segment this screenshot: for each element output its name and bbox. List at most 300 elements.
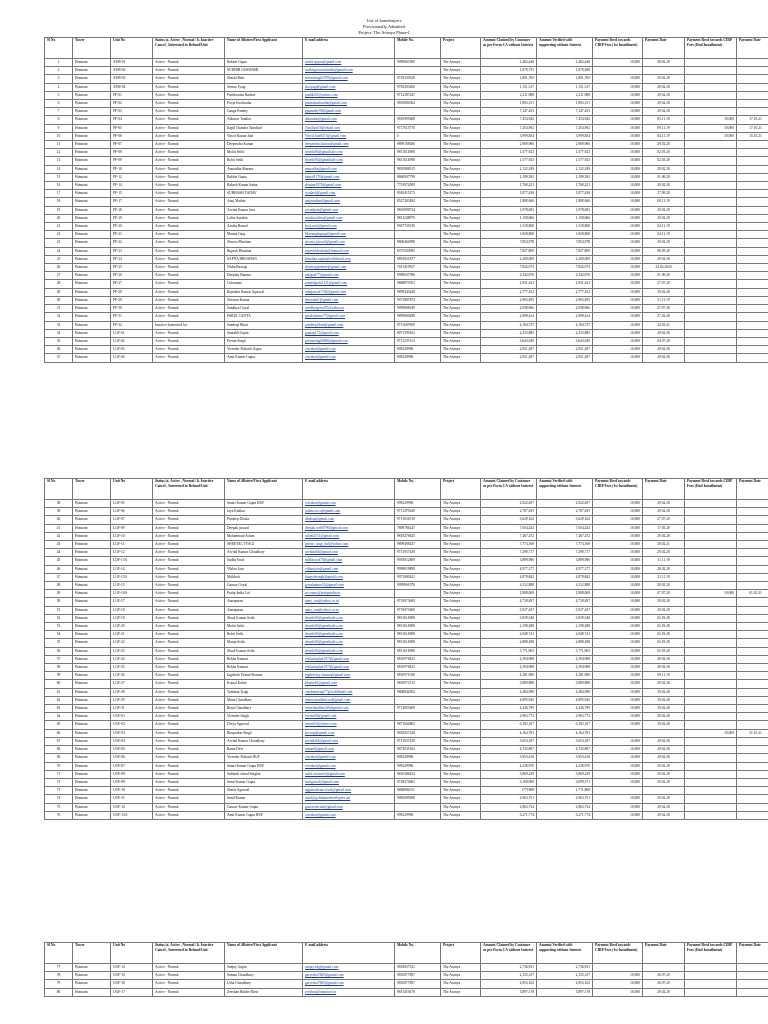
cell-verified: 1,877,436 bbox=[537, 190, 593, 198]
cell-email[interactable]: sbsethi94@gmailsale.com bbox=[303, 614, 395, 622]
cell-email[interactable]: rekhasinghal1973@gmail.com bbox=[303, 655, 395, 663]
cell-claimed: 2,200,000 bbox=[481, 255, 537, 263]
cell-email[interactable]: subri.sivaraviv@gmail.com bbox=[303, 770, 395, 778]
cell-name: Mohit Sethi bbox=[225, 623, 303, 631]
cell-project: The Avanya bbox=[441, 680, 481, 688]
cell-status: Active - Normal bbox=[153, 108, 225, 116]
cell-status: Active - Normal bbox=[153, 696, 225, 704]
cell-tower: Hotmant bbox=[73, 337, 111, 345]
cell-date1: 29.02.20 bbox=[643, 688, 685, 696]
cell-email[interactable]: parulsharma77@gmail.com bbox=[303, 313, 395, 321]
cell-tower: Hotmant bbox=[73, 100, 111, 108]
cell-email[interactable]: arvinda64@gmail.com bbox=[303, 549, 395, 557]
cell-project: The Avanya bbox=[441, 264, 481, 272]
cell-tower: Hotmant bbox=[73, 354, 111, 362]
cell-claimed: 3,271,774 bbox=[481, 811, 537, 819]
cell-fee1: 10,000 bbox=[593, 516, 643, 524]
cell-email[interactable]: Naudiyal16@email.com bbox=[303, 124, 395, 132]
cell-name: Sandhya Goyal bbox=[225, 305, 303, 313]
cell-email[interactable]: rkrastogipremie@gmail.com bbox=[303, 264, 395, 272]
cell-mobile: 9711235113 bbox=[395, 337, 441, 345]
cell-email[interactable]: rksaina1970@gmail.com bbox=[303, 182, 395, 190]
cell-mobile: 999229996 bbox=[395, 754, 441, 762]
cell-date1: 02.03.20 bbox=[643, 157, 685, 165]
cell-fee2 bbox=[685, 639, 737, 647]
cell-date1: 29.02.20 bbox=[643, 549, 685, 557]
cell-email[interactable]: garvesha7665@gmail.com bbox=[303, 980, 395, 988]
cell-fee1: 10,000 bbox=[593, 321, 643, 329]
cell-status: Active - Normal bbox=[153, 623, 225, 631]
column-header: Amount Verified with supporting without Interest bbox=[537, 479, 593, 500]
cell-mobile: 999229996 bbox=[395, 500, 441, 508]
cell-email[interactable]: deependra.kumar@gmail.com bbox=[303, 141, 395, 149]
cell-email[interactable]: accounts@pratipindia.in bbox=[303, 590, 395, 598]
cell-claimed: 3,653,187 bbox=[481, 737, 537, 745]
cell-email[interactable]: garvesha7665@gmail.com bbox=[303, 972, 395, 980]
cell-sl: 79 bbox=[45, 980, 73, 988]
cell-fee2 bbox=[685, 964, 737, 972]
cell-email[interactable]: vircnkar@gmail.com bbox=[303, 754, 395, 762]
cell-name: Sunit Kumar Gupta bbox=[225, 778, 303, 786]
cell-email[interactable]: rackie.gupta@gmail.com bbox=[303, 59, 395, 67]
cell-mobile: 9971080241 bbox=[395, 573, 441, 581]
cell-fee2 bbox=[685, 223, 737, 231]
cell-date2: 31.10.21 bbox=[737, 729, 768, 737]
cell-email[interactable]: manuchaudharyrai@gmail.com bbox=[303, 696, 395, 704]
cell-project: The Avanya bbox=[441, 296, 481, 304]
cell-email[interactable]: aslam2511@gmail.com bbox=[303, 532, 395, 540]
cell-email[interactable]: avanti16@yahoo.com bbox=[303, 721, 395, 729]
cell-sl: 13 bbox=[45, 157, 73, 165]
table-row bbox=[45, 508, 768, 516]
cell-status: Active - Normal bbox=[153, 149, 225, 157]
cell-fee2 bbox=[685, 614, 737, 622]
cell-unit: LGF-03 bbox=[111, 346, 153, 354]
table-row bbox=[45, 223, 768, 231]
cell-sl: 63 bbox=[45, 705, 73, 713]
cell-sl: 6 bbox=[45, 100, 73, 108]
cell-project: The Avanya bbox=[441, 108, 481, 116]
column-header: Mobile No. bbox=[395, 38, 441, 59]
cell-sl: 12 bbox=[45, 149, 73, 157]
cell-tower: Hotmant bbox=[73, 803, 111, 811]
cell-email[interactable]: syadav6@gmail.com bbox=[303, 190, 395, 198]
cell-name: Shool Kumar Sethi bbox=[225, 614, 303, 622]
cell-tower: Hotmant bbox=[73, 280, 111, 288]
cell-date2 bbox=[737, 305, 768, 313]
cell-name: Shweta Bhushan bbox=[225, 239, 303, 247]
cell-email[interactable]: bsal.sach@gmail.com bbox=[303, 223, 395, 231]
cell-email[interactable]: jagdeesh.p.sharma@gmail.com bbox=[303, 672, 395, 680]
cell-email[interactable]: vircnkar@gmail.com bbox=[303, 354, 395, 362]
cell-email[interactable]: kamal1170@gmail.com bbox=[303, 173, 395, 181]
cell-date1: 29.02.20 bbox=[643, 988, 685, 996]
cell-verified: 2,863,734 bbox=[537, 803, 593, 811]
cell-email[interactable]: shravank1@gmail.com bbox=[303, 296, 395, 304]
cell-email[interactable]: prernasingh9696@gmail.com bbox=[303, 337, 395, 345]
cell-email[interactable]: sundria.lalita@gmail.com bbox=[303, 214, 395, 222]
cell-tower: Hotmant bbox=[73, 91, 111, 99]
cell-verified: 7,147,453 bbox=[537, 108, 593, 116]
cell-fee1: 10,000 bbox=[593, 231, 643, 239]
cell-email[interactable]: skstyagi@gmail.com bbox=[303, 83, 395, 91]
cell-fee2 bbox=[685, 108, 737, 116]
cell-fee2 bbox=[685, 231, 737, 239]
column-header: E-mail address bbox=[303, 38, 395, 59]
cell-email[interactable]: anuradha@gmail.com bbox=[303, 165, 395, 173]
cell-claimed: 2,863,734 bbox=[481, 803, 537, 811]
cell-date2 bbox=[737, 173, 768, 181]
cell-status: Active - Normal bbox=[153, 737, 225, 745]
cell-unit: UGF-06 bbox=[111, 754, 153, 762]
cell-date2 bbox=[737, 541, 768, 549]
cell-claimed: 2,922,657 bbox=[481, 500, 537, 508]
cell-email[interactable]: sbsethi94@gmailsale.com bbox=[303, 157, 395, 165]
cell-name: Amit Kumar Gupta bbox=[225, 354, 303, 362]
cell-project: The Avanya bbox=[441, 165, 481, 173]
cell-email[interactable]: kkukre61@gmail.com bbox=[303, 680, 395, 688]
cell-status: Active - Normal bbox=[153, 214, 225, 222]
cell-email[interactable]: sbsethi94@gmailsale.com bbox=[303, 623, 395, 631]
cell-email[interactable]: sbsethi94@gmailsale.com bbox=[303, 647, 395, 655]
cell-mobile: 9810927428 bbox=[395, 729, 441, 737]
cell-email[interactable]: bhushan.sapna@rediffmail.com bbox=[303, 255, 395, 263]
cell-date2: 17.10.21 bbox=[737, 124, 768, 132]
cell-sl: 7 bbox=[45, 108, 73, 116]
cell-claimed: 2,888,298 bbox=[481, 639, 537, 647]
cell-unit: PF-06 bbox=[111, 132, 153, 140]
cell-verified: 1,883,151 bbox=[537, 100, 593, 108]
cell-unit: LGF-09 bbox=[111, 524, 153, 532]
table-row bbox=[45, 549, 768, 557]
cell-sl: 65 bbox=[45, 721, 73, 729]
cell-status: Active - Normal bbox=[153, 631, 225, 639]
cell-name: Suman Chaudhary bbox=[225, 972, 303, 980]
cell-email[interactable]: rajagarwal1762@gmail.com bbox=[303, 288, 395, 296]
cell-project: The Avanya bbox=[441, 321, 481, 329]
cell-verified: 7,827,800 bbox=[537, 247, 593, 255]
cell-email[interactable]: bscsogt@gmail.com bbox=[303, 729, 395, 737]
cell-sl: 29 bbox=[45, 288, 73, 296]
column-header: E-mail address bbox=[303, 479, 395, 500]
cell-sl: 15 bbox=[45, 173, 73, 181]
cell-fee2 bbox=[685, 239, 737, 247]
cell-date1: 29.02.20 bbox=[643, 770, 685, 778]
cell-status: Active - Normal bbox=[153, 557, 225, 565]
cell-email[interactable]: zeeshan@ramnizvi.in bbox=[303, 988, 395, 996]
cell-mobile: 9712387447 bbox=[395, 91, 441, 99]
cell-name: Arvind Kumar Chaudhary bbox=[225, 737, 303, 745]
cell-status: Active - Normal bbox=[153, 980, 225, 988]
column-header: Name of Allottee/First Applicant bbox=[225, 943, 303, 964]
cell-email[interactable]: vircnkar@gmail.com bbox=[303, 762, 395, 770]
table-row bbox=[45, 91, 768, 99]
column-header: Payment Recd towards CIRP Fees (IInd Installment) bbox=[685, 38, 737, 59]
cell-email[interactable]: abtandon@gmail.com bbox=[303, 116, 395, 124]
cell-email[interactable]: puterakushwaha@gmail.com bbox=[303, 100, 395, 108]
cell-date2 bbox=[737, 606, 768, 614]
cell-unit: LGF-26 bbox=[111, 672, 153, 680]
cell-verified: 7,467,472 bbox=[537, 532, 593, 540]
cell-verified: 2,200,000 bbox=[537, 255, 593, 263]
cell-fee2 bbox=[685, 664, 737, 672]
cell-name: Shool Kumar Sethi bbox=[225, 647, 303, 655]
cell-email[interactable]: vsosin06@gmail.com bbox=[303, 713, 395, 721]
title-line-1: List of homebuyers bbox=[366, 18, 402, 23]
cell-status: Active - Normal bbox=[153, 541, 225, 549]
table-row bbox=[45, 149, 768, 157]
cell-sl: 73 bbox=[45, 787, 73, 795]
cell-status: Active - Normal bbox=[153, 590, 225, 598]
table-row bbox=[45, 83, 768, 91]
cell-claimed: 4,743,807 bbox=[481, 746, 537, 754]
cell-project: The Avanya bbox=[441, 157, 481, 165]
cell-verified: 1,978,693 bbox=[537, 206, 593, 214]
cell-fee1: 10,000 bbox=[593, 647, 643, 655]
cell-unit: PF-18 bbox=[111, 206, 153, 214]
cell-unit: LGF-12 bbox=[111, 549, 153, 557]
cell-status: Active - Normal bbox=[153, 639, 225, 647]
cell-date1: 29.02.20 bbox=[643, 239, 685, 247]
cell-email[interactable]: Vinod.Jain9215@gmail.com bbox=[303, 132, 395, 140]
cell-email[interactable]: vandanatyagi77@rediffmail.com bbox=[303, 688, 395, 696]
cell-mobile: 9711607809 bbox=[395, 321, 441, 329]
cell-email[interactable]: deepak.web0790@gmail.com bbox=[303, 524, 395, 532]
cell-mobile bbox=[395, 67, 441, 75]
cell-email[interactable]: aggarwalsum.work@gmail.com bbox=[303, 787, 395, 795]
cell-email[interactable]: renuchaudhary66@gmail.com bbox=[303, 705, 395, 713]
cell-name: PARUL GUPTA bbox=[225, 313, 303, 321]
cell-email[interactable]: anny_can@yahoo.co.in bbox=[303, 598, 395, 606]
cell-name: Sunil Kumar bbox=[225, 795, 303, 803]
cell-status: Active - Normal bbox=[153, 280, 225, 288]
cell-unit: LGF-02 bbox=[111, 337, 153, 345]
cell-project: The Avanya bbox=[441, 664, 481, 672]
cell-project: The Avanya bbox=[441, 565, 481, 573]
cell-sl: 41 bbox=[45, 524, 73, 532]
cell-email[interactable]: anujmathur@gmail.com bbox=[303, 198, 395, 206]
cell-email[interactable]: rekhasinghal1973@gmail.com bbox=[303, 664, 395, 672]
cell-email[interactable]: smitgarra1@gmail.com bbox=[303, 778, 395, 786]
cell-unit: UGF-13A bbox=[111, 811, 153, 819]
cell-email[interactable]: vibhorjain@gmail.com bbox=[303, 565, 395, 573]
cell-fee2 bbox=[685, 288, 737, 296]
cell-email[interactable]: vircnkar@gmail.com bbox=[303, 811, 395, 819]
cell-sl: 64 bbox=[45, 713, 73, 721]
cell-sl: 77 bbox=[45, 964, 73, 972]
cell-date1: 02.03.20 bbox=[643, 647, 685, 655]
cell-project: The Avanya bbox=[441, 721, 481, 729]
cell-date1: 28.02.20 bbox=[643, 582, 685, 590]
cell-unit: LGF-15 bbox=[111, 582, 153, 590]
cell-email[interactable]: pushkr01@yahoo.com bbox=[303, 91, 395, 99]
cell-fee2 bbox=[685, 524, 737, 532]
cell-fee2 bbox=[685, 541, 737, 549]
cell-status: Active - Normal bbox=[153, 729, 225, 737]
column-header: Tower bbox=[73, 38, 111, 59]
cell-status: Active - Normal bbox=[153, 500, 225, 508]
cell-mobile: 9811614988 bbox=[395, 647, 441, 655]
cell-email[interactable]: gppandey99@gmail.com bbox=[303, 108, 395, 116]
cell-fee1: 10,000 bbox=[593, 124, 643, 132]
cell-date2 bbox=[737, 713, 768, 721]
cell-name: Manju Sethi bbox=[225, 639, 303, 647]
cell-claimed: 2,211,988 bbox=[481, 91, 537, 99]
cell-unit: PF-30 bbox=[111, 305, 153, 313]
cell-fee1: 10,000 bbox=[593, 972, 643, 980]
cell-email[interactable]: shweta.jaiswal@gmail.com bbox=[303, 239, 395, 247]
cell-email[interactable]: mktgsal77@gmail.com bbox=[303, 272, 395, 280]
cell-email[interactable]: guptag171@gmail.com bbox=[303, 329, 395, 337]
cell-date1: 02.03.20 bbox=[643, 631, 685, 639]
cell-email[interactable]: sreenivasgh1970@gmail.com bbox=[303, 75, 395, 83]
cell-verified: 4,743,807 bbox=[537, 746, 593, 754]
cell-email[interactable]: dhokap@gmail.com bbox=[303, 516, 395, 524]
cell-email[interactable]: sbsethi94@gmailsale.com bbox=[303, 639, 395, 647]
cell-email[interactable]: sanjay.sdg@gmail.com bbox=[303, 964, 395, 972]
cell-fee1: 10,000 bbox=[593, 214, 643, 222]
cell-fee1: 10,000 bbox=[593, 532, 643, 540]
cell-email[interactable]: vircnkar@gmail.com bbox=[303, 346, 395, 354]
cell-email[interactable]: sbsethi94@gmailsale.com bbox=[303, 149, 395, 157]
cell-fee1: 10,000 bbox=[593, 206, 643, 214]
cell-tower: Hotmant bbox=[73, 688, 111, 696]
cell-unit: LGF-22 bbox=[111, 639, 153, 647]
cell-date2 bbox=[737, 524, 768, 532]
cell-fee1: 10,000 bbox=[593, 573, 643, 581]
cell-sl: 69 bbox=[45, 754, 73, 762]
cell-fee1 bbox=[593, 787, 643, 795]
cell-date2 bbox=[737, 549, 768, 557]
cell-fee2 bbox=[685, 582, 737, 590]
cell-name: Seema Tyagi bbox=[225, 83, 303, 91]
cell-claimed: 4,281,906 bbox=[481, 672, 537, 680]
cell-tower: Hotmant bbox=[73, 614, 111, 622]
cell-status: Active - Normal bbox=[153, 647, 225, 655]
cell-project: The Avanya bbox=[441, 964, 481, 972]
cell-verified: 2,736,931 bbox=[537, 964, 593, 972]
cell-status: Active - Normal bbox=[153, 549, 225, 557]
table-row bbox=[45, 795, 768, 803]
cell-claimed: 4,718,497 bbox=[481, 598, 537, 606]
cell-verified: 2,848,741 bbox=[537, 631, 593, 639]
table-row bbox=[45, 754, 768, 762]
cell-fee1: 10,000 bbox=[593, 770, 643, 778]
cell-project: The Avanya bbox=[441, 590, 481, 598]
cell-email[interactable]: vircnkar@gmail.com bbox=[303, 500, 395, 508]
header-row bbox=[45, 943, 768, 964]
cell-claimed: 7,147,453 bbox=[481, 108, 537, 116]
cell-email[interactable]: binayahsingh@gmail.com bbox=[303, 573, 395, 581]
cell-email[interactable]: sunil@goldmancdevelopers.net bbox=[303, 795, 395, 803]
cell-claimed: 1,978,693 bbox=[481, 206, 537, 214]
cell-fee1: 10,000 bbox=[593, 705, 643, 713]
cell-mobile: 9871664802 bbox=[395, 721, 441, 729]
cell-fee2 bbox=[685, 280, 737, 288]
cell-status: Active - Normal bbox=[153, 198, 225, 206]
cell-email[interactable]: goyalanime21@gmail.com bbox=[303, 582, 395, 590]
cell-email[interactable]: sbsethi94@gmailsale.com bbox=[303, 631, 395, 639]
cell-verified: 3,829,548 bbox=[537, 614, 593, 622]
cell-email[interactable]: Maniargbagaga@gmail.com bbox=[303, 231, 395, 239]
table-row bbox=[45, 173, 768, 181]
cell-status: Active - Normal bbox=[153, 173, 225, 181]
cell-fee1: 10,000 bbox=[593, 524, 643, 532]
column-header: Payment Date bbox=[737, 943, 768, 964]
cell-mobile: 9810978423 bbox=[395, 664, 441, 672]
cell-verified: 1,151,317 bbox=[537, 83, 593, 91]
table-row bbox=[45, 964, 768, 972]
table-row bbox=[45, 532, 768, 540]
cell-sl: 32 bbox=[45, 313, 73, 321]
cell-verified: 7,842,974 bbox=[537, 264, 593, 272]
cell-date2 bbox=[737, 190, 768, 198]
table-row bbox=[45, 190, 768, 198]
cell-email[interactable]: arvinda64@gmail.com bbox=[303, 737, 395, 745]
cell-unit: LGF-28 bbox=[111, 688, 153, 696]
cell-mobile: 8800464998 bbox=[395, 239, 441, 247]
cell-email[interactable]: ramard@gmail.com bbox=[303, 746, 395, 754]
cell-verified: 4,484,998 bbox=[537, 688, 593, 696]
cell-email[interactable]: gauravsbr.tak@gmail.com bbox=[303, 803, 395, 811]
cell-email[interactable]: arvindjain@gmail.com bbox=[303, 206, 395, 214]
cell-email[interactable]: sudhirgoswamiindia@gmail.com bbox=[303, 67, 395, 75]
cell-unit: LGF-23 bbox=[111, 647, 153, 655]
cell-email[interactable]: sandeep.bhatt@gmail.com bbox=[303, 321, 395, 329]
cell-date1 bbox=[643, 729, 685, 737]
cell-unit: LGF-14 bbox=[111, 565, 153, 573]
cell-email[interactable]: rameshpahi1121@gmail.com bbox=[303, 280, 395, 288]
cell-email[interactable]: sudhasood70@gmail.com bbox=[303, 557, 395, 565]
title-line-3: Project: The Avanya Phase-I bbox=[358, 30, 410, 35]
cell-name: Pratip India Ltd bbox=[225, 590, 303, 598]
cell-email[interactable]: jaikaa.sa.co@gmail.com bbox=[303, 508, 395, 516]
cell-unit: PF-25 bbox=[111, 264, 153, 272]
cell-fee1: 10,000 bbox=[593, 664, 643, 672]
cell-claimed: 4,394,968 bbox=[481, 664, 537, 672]
cell-mobile: 7701974509 bbox=[395, 182, 441, 190]
cell-name: SHEETAL TYAGI bbox=[225, 541, 303, 549]
cell-name: SUBHASH YADAV bbox=[225, 190, 303, 198]
cell-tower: Hotmant bbox=[73, 988, 111, 996]
cell-status: Active - Normal bbox=[153, 305, 225, 313]
cell-email[interactable]: sandhyagoyal70@yahoo.in bbox=[303, 305, 395, 313]
cell-fee2 bbox=[685, 705, 737, 713]
cell-fee2 bbox=[685, 264, 737, 272]
cell-project: The Avanya bbox=[441, 778, 481, 786]
cell-status: Active - Normal bbox=[153, 100, 225, 108]
cell-fee1 bbox=[593, 964, 643, 972]
cell-unit: LGF-21 bbox=[111, 631, 153, 639]
cell-sl: 18 bbox=[45, 198, 73, 206]
cell-unit: LGF-10 bbox=[111, 532, 153, 540]
cell-email[interactable]: anny_can@yahoo.co.in bbox=[303, 606, 395, 614]
cell-fee1: 10,000 bbox=[593, 198, 643, 206]
cell-email[interactable]: rupesh.bhushan@hotmail.com bbox=[303, 247, 395, 255]
cell-date1 bbox=[643, 67, 685, 75]
cell-date1: 29.02.20 bbox=[643, 721, 685, 729]
cell-claimed: 7,467,472 bbox=[481, 532, 537, 540]
cell-date1: 29.02.20 bbox=[643, 811, 685, 819]
cell-status: Active - Normal bbox=[153, 770, 225, 778]
cell-unit: PF-04 bbox=[111, 116, 153, 124]
cell-email[interactable]: geetar_tyagi_dol@yahoo.com bbox=[303, 541, 395, 549]
cell-date1: 29.02.20 bbox=[643, 346, 685, 354]
cell-date2: 01.10.21 bbox=[737, 590, 768, 598]
cell-tower: Hotmant bbox=[73, 713, 111, 721]
cell-fee1: 10,000 bbox=[593, 746, 643, 754]
cell-mobile: 9719073669 bbox=[395, 606, 441, 614]
